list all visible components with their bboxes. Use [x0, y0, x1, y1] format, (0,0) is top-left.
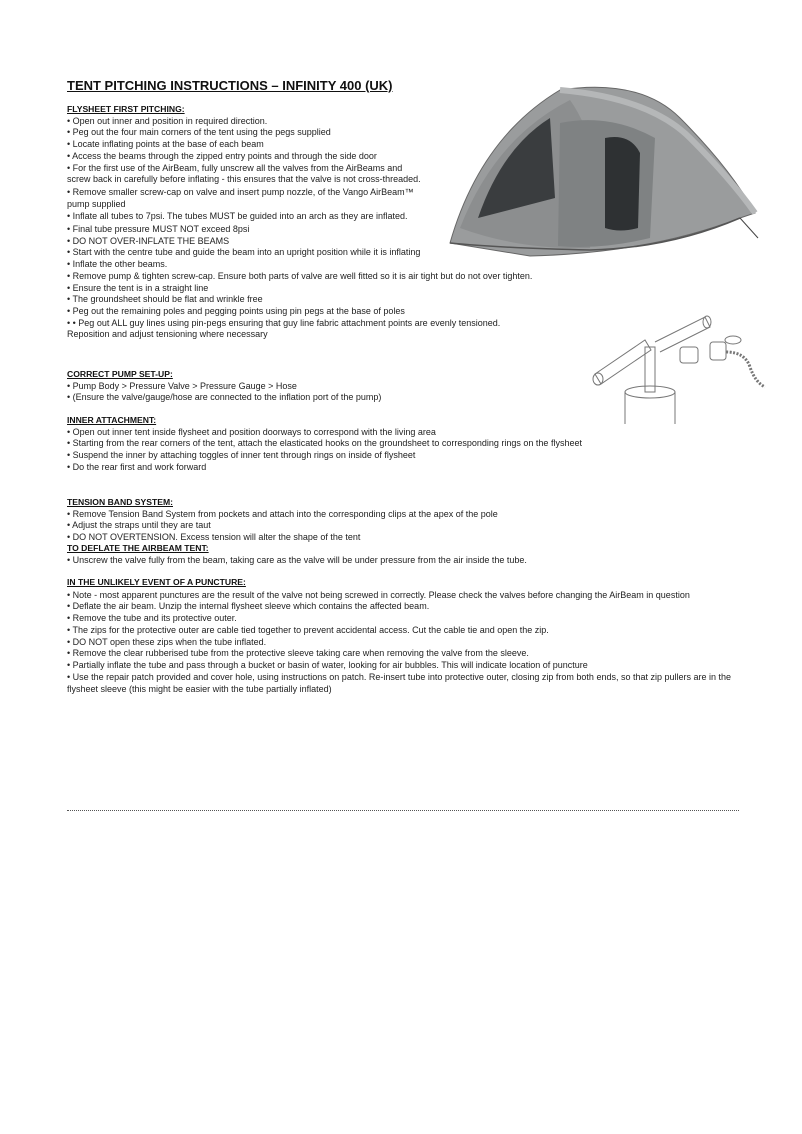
list-item: • DO NOT open these zips when the tube inflated.: [67, 636, 267, 647]
section-heading: TENSION BAND SYSTEM:: [67, 497, 173, 507]
page-title: TENT PITCHING INSTRUCTIONS – INFINITY 400 (UK): [67, 78, 393, 93]
list-item: • Inflate the other beams.: [67, 259, 168, 270]
list-item: • Ensure the tent is in a straight line: [67, 282, 209, 293]
section-heading: INNER ATTACHMENT:: [67, 415, 157, 425]
list-item: • Start with the centre tube and guide the beam into an upright position while it is inflating: [67, 247, 421, 258]
list-item: • Do the rear first and work forward: [67, 461, 207, 472]
list-item: • Remove Tension Band System from pockets and attach into the corresponding clips at the apex of the pole: [67, 508, 498, 519]
list-item: • For the first use of the AirBeam, fully unscrew all the valves from the AirBeams and screw back in carefully before inflating - this ensures that the valve is not cross-threaded.: [67, 162, 421, 185]
list-item: • • Peg out ALL guy lines using pin-pegs ensuring that guy line fabric attachment points are evenly tensioned.: [67, 317, 501, 328]
list-item: • Open out inner and position in required direction.: [67, 115, 268, 126]
list-item: • Partially inflate the tube and pass through a bucket or basin of water, looking for air bubbles. This will indicate location of puncture: [67, 660, 588, 671]
list-item: • Deflate the air beam. Unzip the internal flysheet sleeve which contains the affected beam.: [67, 601, 430, 612]
list-item: Reposition and adjust tensioning where necessary: [67, 329, 268, 340]
list-item: • Peg out the remaining poles and pegging points using pin pegs at the base of poles: [67, 305, 405, 316]
section-deflate: [67, 543, 757, 566]
section-heading: TO DEFLATE THE AIRBEAM TENT:: [67, 543, 209, 553]
section-puncture: [67, 577, 757, 696]
section-heading: FLYSHEET FIRST PITCHING:: [67, 104, 185, 114]
list-item: • (Ensure the valve/gauge/hose are connected to the inflation port of the pump): [67, 392, 382, 403]
list-item: • Remove the tube and its protective outer.: [67, 613, 237, 624]
list-item: • Remove pump & tighten screw-cap. Ensure both parts of valve are well fitted so it is air tight but do not over tighten.: [67, 270, 533, 281]
list-item: • Remove the clear rubberised tube from the protective sleeve taking care when removing the valve from the sleeve.: [67, 648, 529, 659]
section-tension-band-system: [67, 497, 757, 544]
list-item: • Starting from the rear corners of the tent, attach the elasticated hooks on the groundsheet to corresponding rings on the flysheet: [67, 438, 582, 449]
list-item: • Pump Body > Pressure Valve > Pressure Gauge > Hose: [67, 380, 297, 391]
list-item: • DO NOT OVER-INFLATE THE BEAMS: [67, 235, 230, 246]
list-item: • Final tube pressure MUST NOT exceed 8psi: [67, 224, 250, 235]
list-item: • Use the repair patch provided and cover hole, using instructions on patch. Re-insert tube into protective outer, closing zip from both ends, so that zip pullers are in the flysheet sleeve (this might be easier with the tube partially inflated): [67, 672, 732, 694]
list-item: • The groundsheet should be flat and wrinkle free: [67, 294, 263, 305]
list-item: • The zips for the protective outer are cable tied together to prevent accidental access. Cut the cable tie and open the zip.: [67, 624, 549, 635]
pump-illustration: [585, 312, 770, 424]
list-item: • Locate inflating points at the base of each beam: [67, 139, 264, 150]
list-item: • Adjust the straps until they are taut: [67, 520, 211, 531]
list-item: • Remove smaller screw-cap on valve and insert pump nozzle, of the Vango AirBeam™ pump supplied: [67, 186, 414, 209]
section-heading: IN THE UNLIKELY EVENT OF A PUNCTURE:: [67, 577, 246, 587]
dotted-divider: [67, 810, 739, 811]
list-item: • Note - most apparent punctures are the result of the valve not being screwed in correctly. Please check the valves before changing the AirBeam in question: [67, 589, 690, 600]
list-item: • Open out inner tent inside flysheet and position doorways to correspond with the living area: [67, 426, 436, 437]
list-item: • Peg out the four main corners of the tent using the pegs supplied: [67, 127, 331, 138]
list-item: • DO NOT OVERTENSION. Excess tension will alter the shape of the tent: [67, 532, 361, 543]
section-heading: CORRECT PUMP SET-UP:: [67, 369, 173, 379]
list-item: • Access the beams through the zipped entry points and through the side door: [67, 150, 377, 161]
list-item: • Suspend the inner by attaching toggles of inner tent through rings on inside of flysheet: [67, 450, 416, 461]
tent-illustration: [440, 78, 760, 260]
list-item: • Unscrew the valve fully from the beam, taking care as the valve will be under pressure from the air inside the tube.: [67, 554, 527, 565]
list-item: • Inflate all tubes to 7psi. The tubes MUST be guided into an arch as they are inflated.: [67, 211, 408, 222]
